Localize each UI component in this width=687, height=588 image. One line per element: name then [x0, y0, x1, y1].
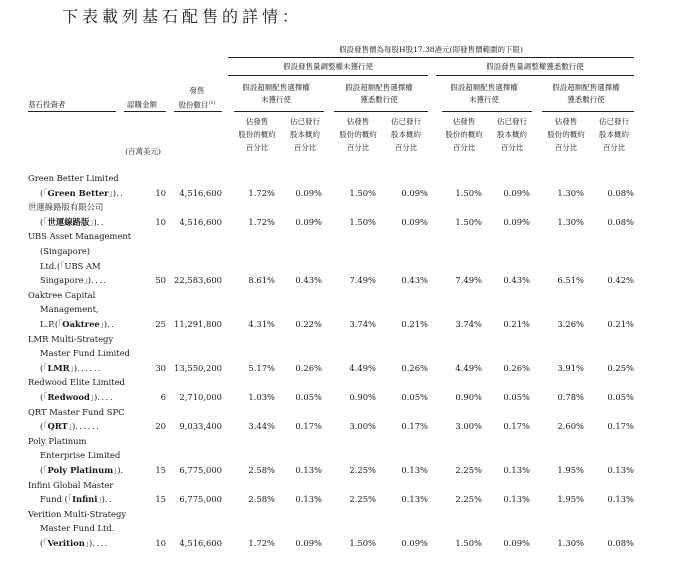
percentage-cell: 1.30%	[557, 187, 584, 198]
investor-name-line: Redwood Elite Limited	[28, 377, 125, 388]
header-group-fully-exercised: 假設發售量調整權獲悉數行使	[486, 62, 584, 71]
investor-name-line: 世運線路版有限公司	[28, 202, 104, 213]
offer-shares: 6,775,000	[179, 494, 222, 505]
percentage-cell: 2.25%	[455, 494, 482, 505]
percentage-cell: 1.95%	[557, 494, 584, 505]
percentage-cell: 0.90%	[349, 392, 376, 402]
percentage-cell: 0.17%	[503, 421, 530, 432]
percentage-cell: 1.72%	[248, 216, 275, 227]
investor-name-line: Green Better Limited	[28, 173, 119, 183]
investor-name-line: LMR Multi-Strategy	[28, 333, 114, 344]
investor-name-line: Management,	[40, 304, 99, 315]
offer-shares: 4,516,600	[179, 216, 222, 227]
investor-name-line: Master Fund Limited	[40, 348, 131, 359]
col-header-5-line-1: 佔發售	[452, 117, 476, 126]
col-header-2-line-3: 百分比	[293, 143, 317, 152]
percentage-cell: 2.25%	[349, 494, 376, 505]
percentage-cell: 0.13%	[295, 465, 322, 475]
offer-shares: 22,583,600	[174, 275, 222, 286]
percentage-cell: 0.26%	[401, 362, 428, 373]
percentage-cell: 3.26%	[557, 319, 584, 329]
percentage-cell: 0.78%	[557, 392, 584, 402]
header-top-span: 假設發售價為每股H股17.38港元(即發售價範圍的下限)	[339, 45, 523, 54]
percentage-cell: 2.25%	[349, 465, 376, 475]
col-header-1-line-2: 股份的概約	[238, 130, 276, 139]
col-header-7-line-3: 百分比	[554, 143, 578, 152]
subheader-a-full-l2: 獲悉數行使	[360, 95, 398, 104]
percentage-cell: 1.50%	[349, 187, 376, 198]
investor-name-line: (「Poly Platinum」)．	[40, 464, 129, 475]
percentage-cell: 0.09%	[401, 216, 428, 227]
percentage-cell: 4.49%	[349, 362, 376, 373]
investor-name-line: Singapore」)．．．．	[40, 275, 112, 286]
subscription-amount: 10	[155, 216, 166, 227]
col-header-6-line-1: 佔已發行	[497, 117, 527, 126]
percentage-cell: 0.26%	[503, 362, 530, 373]
header-rule-left-investor	[28, 111, 116, 112]
percentage-cell: 0.26%	[295, 362, 322, 373]
header-group-not-exercised: 假設發售量調整權未獲行使	[283, 62, 373, 71]
col-header-8-line-2: 股本概約	[599, 130, 629, 139]
percentage-cell: 5.17%	[248, 362, 275, 373]
col-header-7-line-2: 股份的概約	[547, 130, 585, 139]
header-rule-a-not	[234, 111, 324, 112]
percentage-cell: 0.09%	[401, 187, 428, 198]
header-rule-a-full	[334, 111, 428, 112]
investor-name-line: Ltd.(「UBS AM	[40, 260, 101, 271]
percentage-cell: 8.61%	[248, 275, 275, 286]
subheader-b-full-l2: 獲悉數行使	[567, 95, 605, 104]
percentage-cell: 3.00%	[349, 421, 376, 432]
header-rule-b-full	[542, 111, 634, 112]
subheader-b-full-l1: 假設超額配售選擇權	[552, 83, 620, 92]
percentage-cell: 3.74%	[349, 319, 376, 329]
investor-name-line: (「Green Better」)．．	[40, 187, 129, 198]
subheader-a-full-l1: 假設超額配售選擇權	[345, 83, 413, 92]
header-investor: 基石投資者	[28, 100, 66, 109]
subheader-a-not-l1: 假設超額配售選擇權	[242, 83, 310, 92]
offer-shares: 11,291,800	[174, 319, 222, 329]
investor-name-line: UBS Asset Management	[28, 231, 132, 242]
percentage-cell: 3.74%	[455, 319, 482, 329]
percentage-cell: 0.21%	[607, 319, 634, 329]
investor-name-line: Enterprise Limited	[40, 450, 121, 461]
offer-shares: 2,710,000	[179, 392, 222, 402]
percentage-cell: 0.08%	[607, 538, 634, 548]
percentage-cell: 1.50%	[455, 216, 482, 227]
percentage-cell: 1.03%	[248, 392, 275, 402]
percentage-cell: 4.31%	[248, 319, 275, 329]
subheader-b-not-l1: 假設超額配售選擇權	[450, 83, 518, 92]
header-rule-top	[228, 57, 634, 58]
col-header-2-line-1: 佔已發行	[290, 117, 320, 126]
col-header-6-line-3: 百分比	[500, 143, 524, 152]
percentage-cell: 0.43%	[401, 275, 428, 286]
percentage-cell: 2.60%	[557, 421, 584, 432]
percentage-cell: 0.13%	[295, 494, 322, 505]
percentage-cell: 3.44%	[248, 421, 275, 432]
subscription-amount: 20	[155, 421, 166, 432]
col-header-5-line-3: 百分比	[452, 143, 476, 152]
col-header-3-line-2: 股份的概約	[339, 130, 377, 139]
header-rule-left-amount	[124, 111, 166, 112]
subscription-amount: 25	[155, 319, 166, 329]
investor-name-line: (「LMR」)．．．．．．	[40, 362, 107, 373]
percentage-cell: 0.17%	[401, 421, 428, 432]
percentage-cell: 0.22%	[295, 319, 322, 329]
percentage-cell: 1.50%	[455, 538, 482, 548]
percentage-cell: 0.13%	[401, 465, 428, 475]
subscription-amount: 10	[155, 187, 166, 198]
col-header-7-line-1: 佔發售	[554, 117, 578, 126]
col-header-1-line-3: 百分比	[245, 143, 269, 152]
percentage-cell: 0.09%	[503, 538, 530, 548]
percentage-cell: 6.51%	[557, 275, 584, 286]
header-amount: 認購金額	[127, 100, 157, 109]
col-header-4-line-1: 佔已發行	[391, 117, 421, 126]
percentage-cell: 0.05%	[401, 392, 428, 402]
header-shares-l2: 股份數目$^{(1)}$	[178, 100, 216, 110]
percentage-cell: 1.72%	[248, 187, 275, 198]
percentage-cell: 1.30%	[557, 216, 584, 227]
percentage-cell: 2.58%	[248, 494, 275, 505]
percentage-cell: 0.90%	[455, 392, 482, 402]
col-header-1-line-1: 佔發售	[245, 117, 269, 126]
percentage-cell: 0.13%	[503, 494, 530, 505]
col-header-2-line-2: 股本概約	[290, 130, 320, 139]
percentage-cell: 0.13%	[607, 465, 634, 475]
page-title: 下表載列基石配售的詳情：	[62, 7, 303, 26]
col-header-6-line-2: 股本概約	[497, 130, 527, 139]
investor-name-line: Oaktree Capital	[28, 289, 96, 300]
investor-name-line: L.P.(「Oaktree」)．．	[40, 318, 120, 329]
percentage-cell: 0.43%	[295, 275, 322, 286]
percentage-cell: 0.08%	[607, 216, 634, 227]
header-unit: (百萬美元)	[125, 147, 161, 156]
percentage-cell: 3.00%	[455, 421, 482, 432]
investor-name-line: QRT Master Fund SPC	[28, 406, 125, 417]
percentage-cell: 7.49%	[455, 275, 482, 286]
percentage-cell: 0.05%	[503, 392, 530, 402]
percentage-cell: 1.50%	[455, 187, 482, 198]
percentage-cell: 2.25%	[455, 465, 482, 475]
subheader-a-not-l2: 未獲行使	[261, 95, 291, 104]
percentage-cell: 0.25%	[607, 362, 634, 373]
investor-name-line: Infini Global Master	[28, 479, 114, 490]
investor-name-line: Fund (「Infini」)．．	[40, 494, 118, 505]
percentage-cell: 0.17%	[607, 421, 634, 432]
investor-name-line: (「QRT」)．．．．．．	[40, 421, 105, 432]
percentage-cell: 0.13%	[607, 494, 634, 505]
col-header-5-line-2: 股份的概約	[445, 130, 483, 139]
percentage-cell: 1.72%	[248, 538, 275, 548]
investor-name-line: (「Redwood」)．．．．	[40, 391, 119, 402]
offer-shares: 4,516,600	[179, 538, 222, 548]
investor-name-line: Master Fund Ltd.	[40, 523, 115, 534]
percentage-cell: 1.50%	[349, 538, 376, 548]
percentage-cell: 0.09%	[295, 216, 322, 227]
percentage-cell: 0.05%	[607, 392, 634, 402]
investor-name-line: (「Verition」)．．．．	[40, 537, 114, 548]
percentage-cell: 0.09%	[503, 216, 530, 227]
percentage-cell: 0.42%	[607, 275, 634, 286]
subscription-amount: 50	[155, 275, 166, 286]
percentage-cell: 0.09%	[503, 187, 530, 198]
col-header-8-line-1: 佔已發行	[599, 117, 629, 126]
percentage-cell: 0.13%	[401, 494, 428, 505]
subheader-b-not-l2: 未獲行使	[469, 95, 499, 104]
percentage-cell: 1.95%	[557, 465, 584, 475]
percentage-cell: 0.05%	[295, 392, 322, 402]
percentage-cell: 1.50%	[349, 216, 376, 227]
col-header-4-line-2: 股本概約	[391, 130, 421, 139]
percentage-cell: 3.91%	[557, 362, 584, 373]
subscription-amount: 15	[155, 465, 166, 475]
investor-name-line: (「世運線路版」)．．	[40, 216, 110, 227]
subscription-amount: 15	[155, 494, 166, 505]
percentage-cell: 0.21%	[401, 319, 428, 329]
header-rule-group-b	[436, 75, 634, 76]
col-header-8-line-3: 百分比	[602, 143, 626, 152]
col-header-3-line-1: 佔發售	[346, 117, 370, 126]
percentage-cell: 2.58%	[248, 465, 275, 475]
investor-name-line: (Singapore)	[40, 245, 91, 256]
subscription-amount: 10	[155, 538, 166, 548]
percentage-cell: 0.09%	[295, 187, 322, 198]
percentage-cell: 0.09%	[295, 538, 322, 548]
offer-shares: 9,033,400	[179, 421, 222, 432]
offer-shares: 6,775,000	[179, 465, 222, 475]
col-header-4-line-3: 百分比	[394, 143, 418, 152]
header-rule-left-shares	[174, 111, 222, 112]
percentage-cell: 4.49%	[455, 362, 482, 373]
percentage-cell: 1.30%	[557, 538, 584, 548]
investor-name-line: Verition Multi-Strategy	[28, 508, 127, 519]
subscription-amount: 30	[155, 362, 166, 373]
header-rule-b-not	[442, 111, 532, 112]
subscription-amount: 6	[160, 392, 166, 402]
percentage-cell: 0.17%	[295, 421, 322, 432]
header-shares-l1: 發售	[189, 86, 205, 95]
percentage-cell: 0.13%	[503, 465, 530, 475]
percentage-cell: 0.21%	[503, 319, 530, 329]
offer-shares: 4,516,600	[179, 187, 222, 198]
investor-name-line: Poly Platinum	[28, 435, 87, 446]
header-rule-group-a	[228, 75, 428, 76]
percentage-cell: 0.09%	[401, 538, 428, 548]
offer-shares: 13,550,200	[174, 362, 222, 373]
percentage-cell: 7.49%	[349, 275, 376, 286]
percentage-cell: 0.43%	[503, 275, 530, 286]
col-header-3-line-3: 百分比	[346, 143, 370, 152]
percentage-cell: 0.08%	[607, 187, 634, 198]
